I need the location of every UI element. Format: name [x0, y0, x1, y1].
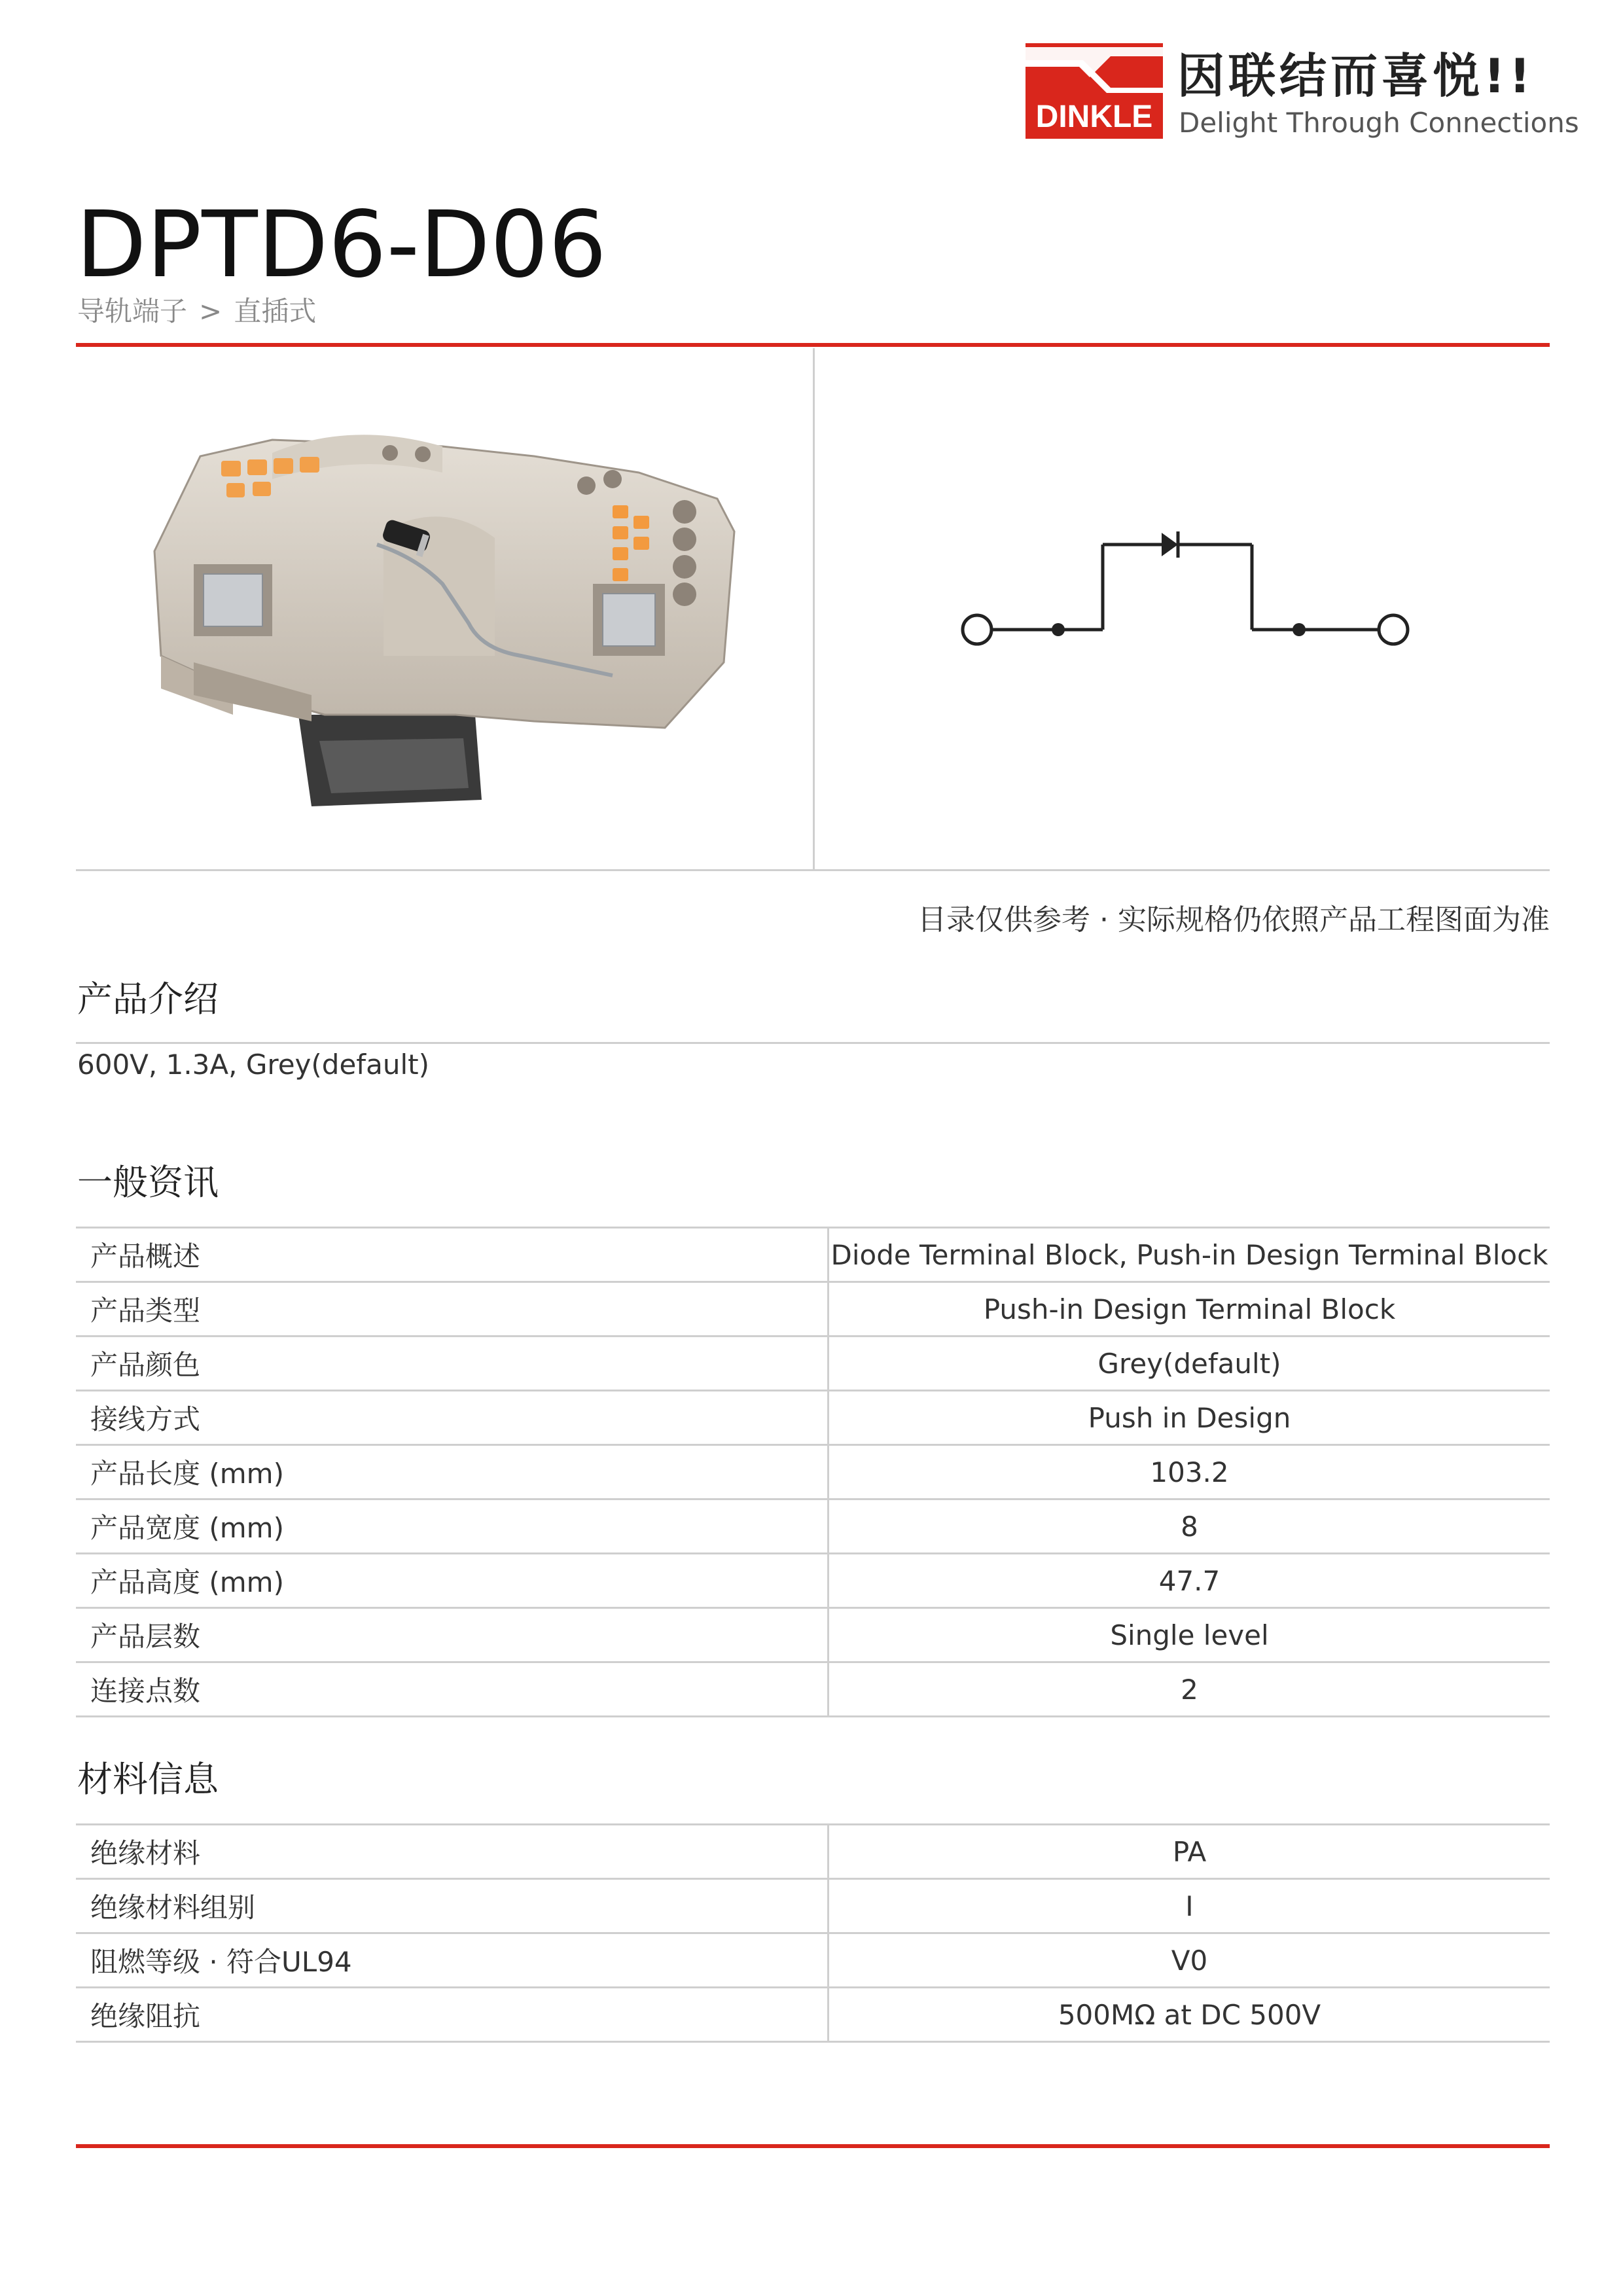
spec-value: Push in Design [829, 1391, 1550, 1445]
table-row [76, 1933, 1550, 1988]
diode-schematic-icon [815, 348, 1550, 869]
spec-value: Diode Terminal Block, Push-in Design Terminal Block [829, 1228, 1550, 1282]
product-photo-panel [76, 348, 815, 869]
spec-label: 产品概述 [76, 1228, 829, 1282]
spec-label: 产品长度 (mm) [76, 1445, 829, 1499]
spec-value: 8 [829, 1499, 1550, 1554]
spec-value: Push-in Design Terminal Block [829, 1282, 1550, 1336]
footer-divider [76, 2144, 1550, 2148]
spec-value: 2 [829, 1662, 1550, 1717]
spec-value: I [829, 1879, 1550, 1933]
spec-label: 接线方式 [76, 1391, 829, 1445]
table-row [76, 1879, 1550, 1933]
product-title: DPTD6-D06 [76, 192, 607, 298]
breadcrumb-separator: > [199, 295, 223, 327]
spec-label: 绝缘材料组别 [76, 1879, 829, 1933]
spec-label: 绝缘材料 [76, 1825, 829, 1879]
spec-label: 产品类型 [76, 1282, 829, 1336]
table-row [76, 1499, 1550, 1554]
catalog-disclaimer: 目录仅供参考 · 实际规格仍依照产品工程图面为准 [918, 903, 1550, 937]
slogan-en: Delight Through Connections [1179, 107, 1579, 139]
spec-label: 产品颜色 [76, 1336, 829, 1391]
logo-brand-text: DINKLE [1035, 99, 1153, 134]
spec-value: PA [829, 1825, 1550, 1879]
table-row [76, 1608, 1550, 1662]
spec-label: 绝缘阻抗 [76, 1988, 829, 2042]
table-row [76, 1662, 1550, 1717]
slogan-cn: 因联结而喜悦!! [1177, 48, 1535, 103]
table-row [76, 1391, 1550, 1445]
spec-value: 47.7 [829, 1554, 1550, 1608]
spec-value: 500MΩ at DC 500V [829, 1988, 1550, 2042]
table-row [76, 1336, 1550, 1391]
spec-value: V0 [829, 1933, 1550, 1988]
intro-rule [76, 1042, 1550, 1044]
spec-label: 连接点数 [76, 1662, 829, 1717]
image-panel-divider [76, 869, 1550, 871]
breadcrumb [77, 293, 316, 330]
table-row [76, 1228, 1550, 1282]
intro-heading: 产品介绍 [77, 978, 219, 1020]
table-row [76, 1825, 1550, 1879]
schematic-panel [815, 348, 1550, 869]
dinkle-logo [1026, 43, 1579, 141]
breadcrumb-item-subcategory[interactable]: 直插式 [234, 295, 317, 327]
dinkle-logo-icon [1026, 43, 1163, 139]
spec-label: 产品高度 (mm) [76, 1554, 829, 1608]
general-heading: 一般资讯 [77, 1162, 219, 1203]
table-row [76, 1282, 1550, 1336]
table-row [76, 1445, 1550, 1499]
spec-label: 产品宽度 (mm) [76, 1499, 829, 1554]
spec-label: 产品层数 [76, 1608, 829, 1662]
terminal-block-photo-icon [76, 348, 813, 869]
intro-text: 600V, 1.3A, Grey(default) [77, 1049, 429, 1081]
table-row [76, 1988, 1550, 2042]
material-spec-table [76, 1823, 1550, 2043]
table-row [76, 1554, 1550, 1608]
spec-value: Grey(default) [829, 1336, 1550, 1391]
general-spec-table [76, 1227, 1550, 1717]
spec-value: Single level [829, 1608, 1550, 1662]
spec-label: 阻燃等级 · 符合UL94 [76, 1933, 829, 1988]
header-divider [76, 343, 1550, 347]
spec-value: 103.2 [829, 1445, 1550, 1499]
breadcrumb-item-category[interactable]: 导轨端子 [77, 295, 188, 327]
material-heading: 材料信息 [77, 1759, 219, 1800]
